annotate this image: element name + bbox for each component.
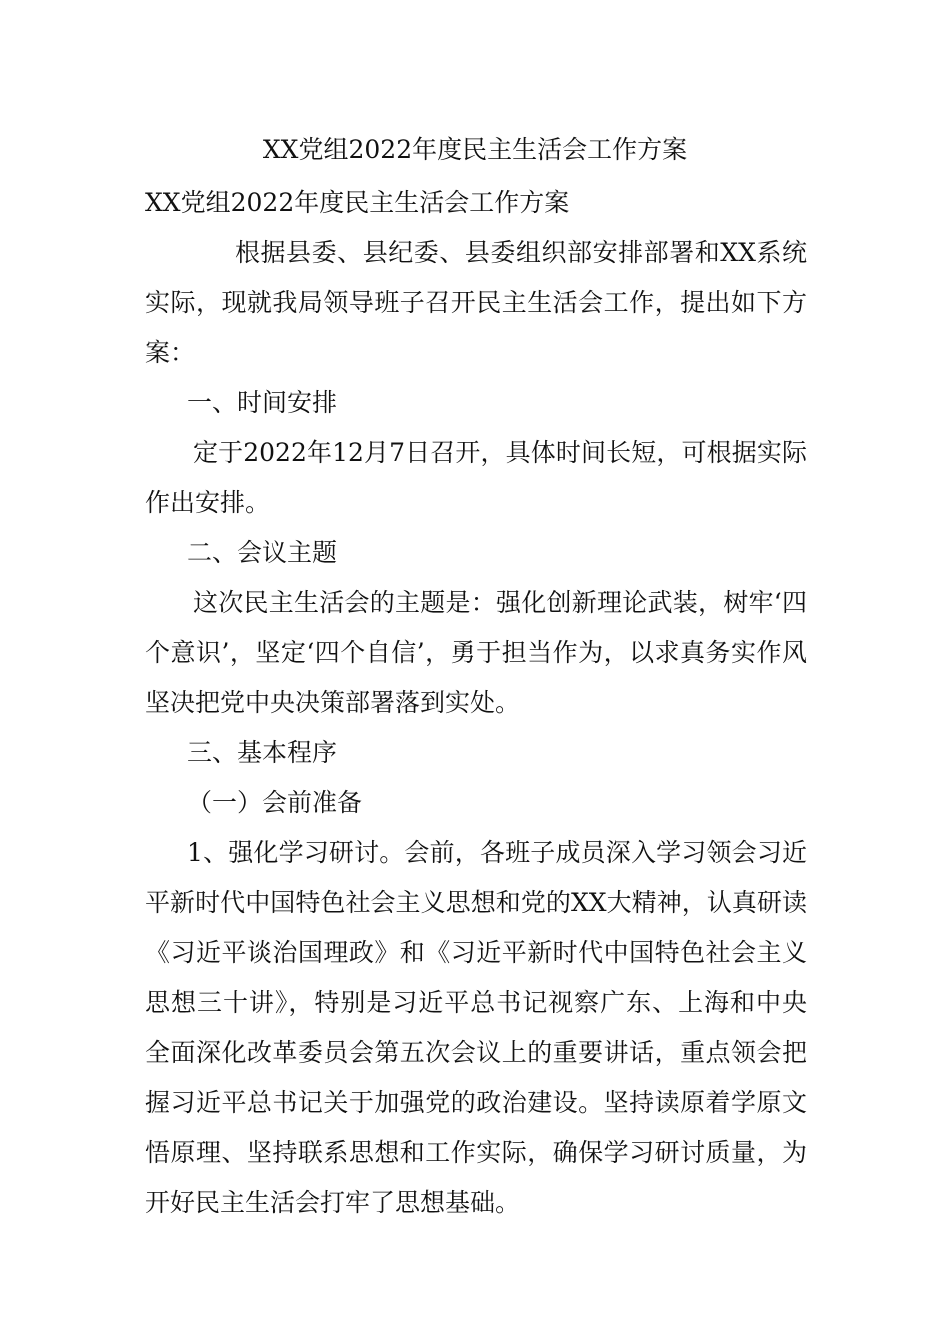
section-heading-theme: 二、会议主题 bbox=[187, 538, 338, 567]
theme-paragraph: 这次民主生活会的主题是：强化创新理论武装，树牢‘四个意识’，坚定‘四个自信’，勇于担当作为，以求真务实作风坚决把党中央决策部署落到实处。 bbox=[145, 588, 807, 717]
subsection-heading-preparation: （一）会前准备 bbox=[187, 788, 363, 817]
schedule-paragraph: 定于2022年12月7日召开，具体时间长短，可根据实际作出安排。 bbox=[145, 438, 807, 517]
document-body bbox=[145, 178, 807, 1228]
document-title: XX党组2022年度民主生活会工作方案 bbox=[262, 135, 688, 164]
intro-paragraph: 根据县委、县纪委、县委组织部安排部署和XX系统实际，现就我局领导班子召开民主生活会工作，提出如下方案： bbox=[145, 238, 807, 367]
section-heading-procedure: 三、基本程序 bbox=[187, 738, 338, 767]
section-heading-schedule: 一、时间安排 bbox=[187, 388, 338, 417]
study-paragraph: 1、强化学习研讨。会前，各班子成员深入学习领会习近平新时代中国特色社会主义思想和党的XX大精神，认真研读《习近平谈治国理政》和《习近平新时代中国特色社会主义思想三十讲》，特别是习近平总书记视察广东、上海和中央全面深化改革委员会第五次会议上的重要讲话，重点领会把握习近平总书记关于加强党的政治建设。坚持读原着学原文悟原理、坚持联系思想和工作实际，确保学习研讨质量，为开好民主生活会打牢了思想基础。 bbox=[145, 838, 807, 1217]
document-subtitle: XX党组2022年度民主生活会工作方案 bbox=[145, 188, 570, 217]
